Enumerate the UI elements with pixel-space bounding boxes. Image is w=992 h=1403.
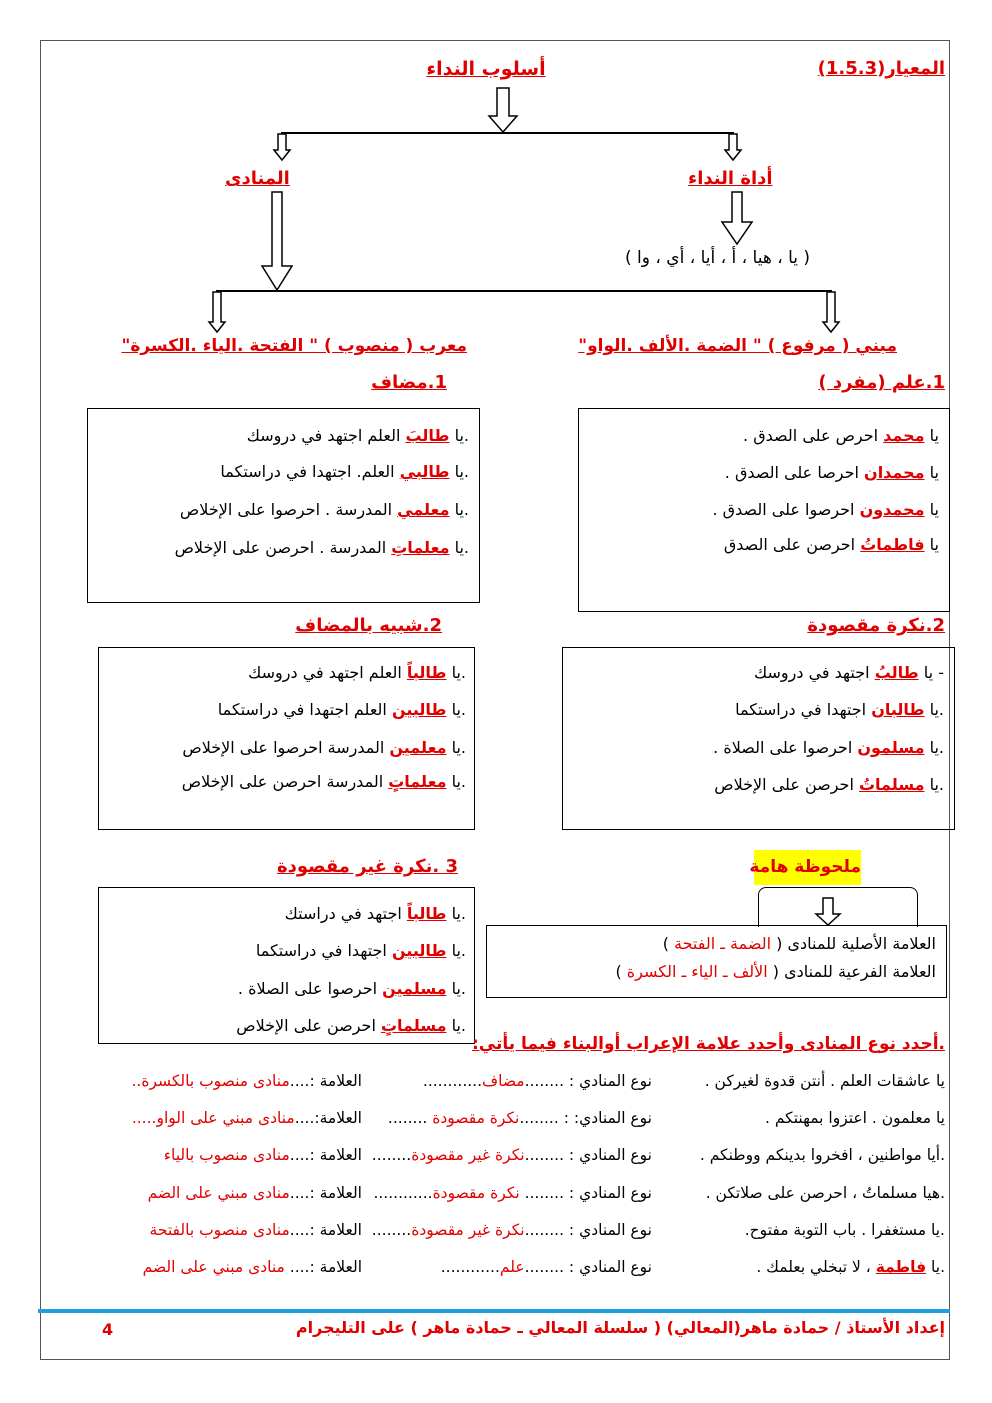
hollow-arrow-icon: [725, 134, 741, 160]
example-line: [713, 738, 944, 757]
example-line: [182, 772, 466, 791]
down-arrow-icon: [814, 897, 842, 927]
section-title-nakira-maqsuda: 2.نكرة مقصودة: [807, 615, 945, 636]
dots: ........: [371, 1221, 412, 1239]
mark-answer: منادى منصوب بالياء: [163, 1146, 290, 1164]
mark-answer: منادى منصوب بالفتحة: [149, 1221, 290, 1239]
note-label: العلامة الفرعية للمنادى (: [767, 962, 936, 981]
example-text: .يا: [924, 775, 944, 794]
type-label: نوع المنادي : ........: [524, 1221, 652, 1239]
munada-word: طالبين: [391, 941, 447, 960]
exercise-sentence: [700, 1146, 945, 1164]
example-text: اجتهدا في دراستكما: [255, 941, 392, 960]
example-text: .يا: [446, 941, 466, 960]
mark-label: العلامة :....: [289, 1184, 362, 1202]
type-label: نوع المنادي : ........: [524, 1258, 652, 1276]
example-text: احرصوا على الصلاة .: [713, 738, 858, 757]
type-label: نوع المنادي : ........: [524, 1146, 652, 1164]
example-text: العلم. اجتهدا في دراستكما: [220, 462, 400, 481]
note-box: [486, 925, 947, 998]
examples-box-alam: [578, 408, 950, 612]
dots: ............: [373, 1184, 433, 1202]
note-label: العلامة الأصلية للمنادى (: [771, 934, 936, 953]
example-text: يا: [924, 463, 939, 482]
example-text: .يا: [446, 772, 466, 791]
diagram-arrows: [0, 0, 992, 345]
munada-word: طالباً: [406, 904, 447, 923]
exercise-mark: [150, 1221, 362, 1239]
exercise-mark: [131, 1072, 362, 1090]
example-line: [218, 700, 466, 719]
example-text: يا: [924, 535, 939, 554]
type-answer: مضاف: [482, 1072, 525, 1090]
footer-rule: [38, 1309, 950, 1313]
sentence-text: يا عاشقات العلم . أنتن قدوة لغيركن .: [704, 1072, 945, 1090]
dots: ........: [387, 1109, 433, 1127]
munada-word: محمدان: [864, 463, 925, 482]
munada-heading: المنادى: [225, 168, 290, 189]
example-text: احرصن على الإخلاص: [714, 775, 859, 794]
example-text: يا: [924, 426, 939, 445]
page-title-text: أسلوب النداء: [426, 58, 546, 80]
exercise-type: [372, 1221, 652, 1239]
munada-word: طالبان: [871, 700, 925, 719]
example-text: المدرسة . احرصوا على الإخلاص: [179, 500, 398, 519]
type-label: نوع المنادي : ........: [519, 1184, 652, 1202]
section-title-alam: 1.علم (مفرد ): [818, 372, 945, 393]
example-line: [725, 463, 939, 482]
example-text: اجتهد في دراستك: [284, 904, 407, 923]
example-line: [285, 904, 466, 923]
note-line-secondary: [615, 962, 936, 981]
tools-list: ( يا ، هيا ، أ ، أيا ، أي ، وا ): [625, 248, 811, 268]
example-text: اجتهد في دروسك: [754, 663, 875, 682]
type-label: نوع المنادي: : ........: [519, 1109, 652, 1127]
munada-word: طالبين: [391, 700, 447, 719]
example-text: احرصن على الإخلاص: [236, 1016, 381, 1035]
mark-label: العلامة :....: [289, 1146, 362, 1164]
muarab-heading: معرب ( منصوب ) " الفتحة .الياء .الكسرة": [121, 336, 467, 356]
sentence-text: .يا مستغفرا . باب التوبة مفتوح.: [744, 1221, 945, 1239]
mark-answer: منادى منصوب بالكسرة..: [131, 1072, 290, 1090]
example-text: احرصوا على الصدق .: [712, 500, 860, 519]
example-line: [714, 775, 944, 794]
mark-label: العلامة :....: [289, 1072, 362, 1090]
hollow-arrow-icon: [722, 192, 752, 244]
example-line: [724, 535, 939, 554]
exercise-title: .أحدد نوع المنادى وأحدد علامة الإعراب أوالبناء فيما يأتي:: [471, 1034, 945, 1054]
example-line: [220, 462, 469, 481]
sentence-text: ، لا تبخلي بعلمك .: [756, 1258, 876, 1276]
example-text: .يا: [446, 663, 466, 682]
examples-box-nakira-maqsuda: [562, 647, 955, 830]
hollow-arrow-icon: [209, 292, 225, 332]
mark-answer: منادى مبني على الواو.....: [131, 1109, 295, 1127]
dots: ........: [371, 1146, 412, 1164]
exercise-sentence: [705, 1072, 945, 1090]
example-text: .يا: [446, 700, 466, 719]
example-text: .يا: [449, 462, 469, 481]
example-line: [236, 1016, 466, 1035]
example-line: [743, 426, 939, 445]
section-title-ghair-maqsuda: 3 .نكرة غير مقصودة: [276, 856, 458, 877]
exercise-mark: [148, 1184, 362, 1202]
example-text: المدرسة احرصن على الإخلاص: [181, 772, 389, 791]
examples-box-shibh-mudaf: [98, 647, 475, 830]
exercise-type: [388, 1109, 652, 1127]
example-line: [712, 500, 939, 519]
example-text: العلم اجتهد في دروسك: [246, 426, 406, 445]
exercise-type: [372, 1146, 652, 1164]
hollow-arrow-icon: [489, 88, 517, 132]
mark-answer: منادى مبني على الضم: [142, 1258, 285, 1276]
important-note-label: ملحوظة هامة: [754, 850, 861, 885]
exercise-sentence: [706, 1184, 945, 1202]
example-text: - يا: [918, 663, 944, 682]
example-text: العلم اجتهدا في دراستكما: [217, 700, 392, 719]
examples-box-ghair-maqsuda: [98, 887, 475, 1044]
type-answer: نكرة مقصودة: [432, 1109, 520, 1127]
example-text: العلم اجتهد في دروسك: [248, 663, 407, 682]
example-line: [735, 700, 944, 719]
sentence-text: يا معلمون . اعتزوا بمهنتكم .: [764, 1109, 945, 1127]
exercise-type: [441, 1258, 652, 1276]
example-text: المدرسة . احرصن على الإخلاص: [174, 538, 392, 557]
example-text: .يا: [446, 738, 466, 757]
standard-label: المعيار(1.5.3): [817, 58, 945, 79]
munada-word: مسلمين: [382, 979, 447, 998]
example-text: .يا: [924, 700, 944, 719]
hollow-arrow-icon: [823, 292, 839, 332]
exercise-mark: [132, 1109, 362, 1127]
example-line: [180, 500, 469, 519]
note-value: الضمة ـ الفتحة: [674, 934, 772, 953]
munada-word: معلماتِ: [391, 538, 450, 557]
hollow-arrow-icon: [274, 134, 290, 160]
munada-word: فاطماتُ: [860, 535, 925, 554]
example-text: .يا: [449, 500, 469, 519]
munada-word: مسلماتُ: [858, 775, 925, 794]
exercise-sentence: [756, 1258, 945, 1276]
munada-word: فاطمة: [875, 1258, 927, 1276]
munada-word: طالبي: [399, 462, 450, 481]
dots: ............: [440, 1258, 500, 1276]
example-text: .يا: [446, 979, 466, 998]
type-answer: نكرة غير مقصودة: [411, 1221, 525, 1239]
mark-label: العلامة:....: [294, 1109, 362, 1127]
example-line: [182, 738, 466, 757]
type-label: نوع المنادي : ........: [524, 1072, 652, 1090]
munada-word: مسلماتٍ: [380, 1016, 447, 1035]
example-text: احرص على الصدق .: [743, 426, 884, 445]
example-text: احرصا على الصدق .: [724, 463, 865, 482]
exercise-mark: [143, 1258, 362, 1276]
munada-word: طالبُ: [874, 663, 919, 682]
munada-word: معلمي: [397, 500, 450, 519]
note-line-original: [663, 934, 936, 953]
exercise-sentence: [765, 1109, 945, 1127]
example-line: [175, 538, 469, 557]
section-title-mudaf: 1.مضاف: [371, 372, 447, 393]
note-paren: ): [615, 962, 627, 981]
munada-word: محمدون: [859, 500, 925, 519]
footer-credit: إعداد الأستاذ / حمادة ماهر(المعالي) ( سلسلة المعالي ـ حمادة ماهر ) على التليجرام: [295, 1318, 945, 1337]
sentence-text: .أيا مواطنين ، افخروا بدينكم ووطنكم .: [699, 1146, 945, 1164]
note-paren: ): [662, 934, 675, 953]
example-line: [247, 426, 469, 445]
exercise-type: [373, 1184, 652, 1202]
mark-label: العلامة :....: [289, 1221, 362, 1239]
example-line: [248, 663, 466, 682]
tool-heading: أداة النداء: [688, 168, 773, 189]
mark-label: العلامة :....: [284, 1258, 362, 1276]
hollow-arrow-icon: [262, 192, 292, 290]
type-answer: نكرة غير مقصودة: [411, 1146, 525, 1164]
example-text: المدرسة احرصوا على الإخلاص: [182, 738, 390, 757]
exercise-sentence: [745, 1221, 945, 1239]
example-line: [256, 941, 466, 960]
example-line: [238, 979, 466, 998]
exercise-type: [423, 1072, 652, 1090]
munada-word: معلمين: [389, 738, 447, 757]
munada-word: طالبَ: [405, 426, 450, 445]
example-text: .يا: [449, 538, 469, 557]
mabni-heading: مبني ( مرفوع ) " الضمة .الألف .الواو": [578, 336, 897, 356]
section-title-shibh-mudaf: 2.شبيه بالمضاف: [295, 615, 442, 636]
munada-word: طالباً: [406, 663, 447, 682]
examples-box-mudaf: [87, 408, 480, 603]
sentence-text: .يا: [926, 1258, 945, 1276]
munada-word: محمد: [883, 426, 925, 445]
munada-word: معلماتٍ: [388, 772, 447, 791]
example-text: اجتهدا في دراستكما: [735, 700, 872, 719]
note-value: الألف ـ الياء ـ الكسرة: [626, 962, 768, 981]
dots: ............: [422, 1072, 483, 1090]
page-number: 4: [102, 1320, 114, 1339]
exercise-mark: [164, 1146, 362, 1164]
sentence-text: .هيا مسلماتُ ، احرصن على صلاتكن .: [705, 1184, 945, 1202]
mark-answer: منادى مبني على الضم: [147, 1184, 290, 1202]
munada-word: مسلمون: [857, 738, 925, 757]
example-text: .يا: [446, 1016, 466, 1035]
example-text: .يا: [924, 738, 944, 757]
type-answer: نكرة مقصودة: [432, 1184, 520, 1202]
example-text: .يا: [446, 904, 466, 923]
example-text: .يا: [449, 426, 469, 445]
example-text: يا: [924, 500, 939, 519]
example-text: احرصوا على الصلاة .: [237, 979, 383, 998]
example-text: احرصن على الصدق: [723, 535, 861, 554]
type-answer: علم: [499, 1258, 525, 1276]
example-line: [754, 663, 944, 682]
